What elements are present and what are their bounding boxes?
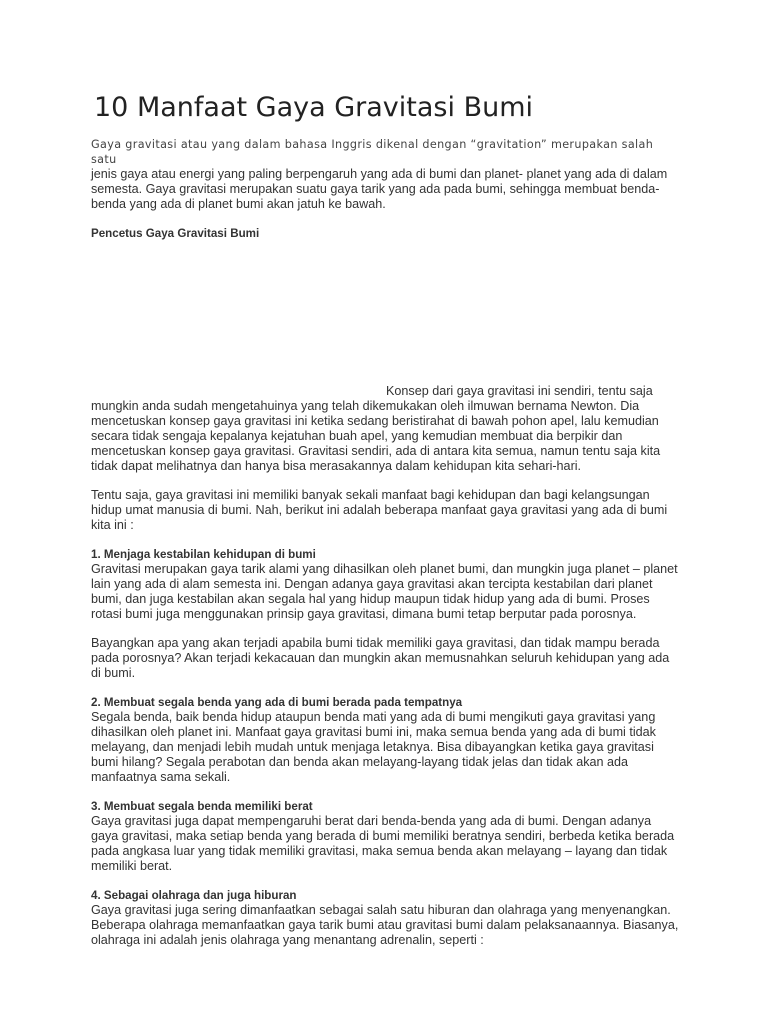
item-paragraph-2: Segala benda, baik benda hidup ataupun benda mati yang ada di bumi mengikuti gaya gravitasi yang dihasilkan oleh planet ini. Manfaat gaya gravitasi bumi ini, maka semua benda yang ada di bumi tidak melayang, dan menjadi lebih mudah untuk menjaga letaknya. Bisa dibayangkan ketika gaya gravitasi bumi hilang? Segala perabotan dan benda akan melayang-layang tidak jelas dan tidak akan ada manfaatnya sama sekali. bbox=[91, 710, 656, 784]
item-paragraph-1b: Bayangkan apa yang akan terjadi apabila bumi tidak memiliki gaya gravitasi, dan tidak mampu berada pada porosnya? Akan terjadi kekacauan dan mungkin akan memusnahkan seluruh kehidupan yang ada di bumi. bbox=[91, 636, 670, 680]
item-paragraph-3: Gaya gravitasi juga dapat mempengaruhi berat dari benda-benda yang ada di bumi. Dengan adanya gaya gravitasi, maka setiap benda yang berada di bumi memiliki beratnya sendiri, berbeda ketika berada pada angkasa luar yang tidak memiliki gravitasi, maka semua benda akan melayang – layang dan tidak memiliki berat. bbox=[91, 814, 675, 873]
intro-first-line: Gaya gravitasi atau yang dalam bahasa Inggris dikenal dengan “gravitation” merupakan salah satu bbox=[91, 138, 654, 166]
image-placeholder bbox=[91, 241, 681, 384]
item-paragraph-4: Gaya gravitasi juga sering dimanfaatkan sebagai salah satu hiburan dan olahraga yang menyenangkan. Beberapa olahraga memanfaatkan gaya tarik bumi atau gravitasi bumi dalam pelaksanaannya. Biasanya, olahraga ini adalah jenis olahraga yang menantang adrenalin, seperti : bbox=[91, 903, 679, 947]
intro-paragraph: jenis gaya atau energi yang paling berpengaruh yang ada di bumi dan planet- planet yang ada di dalam semesta. Gaya gravitasi merupakan suatu gaya tarik yang ada pada bumi, sehingga membuat benda-benda yang ada di planet bumi akan jatuh ke bawah. bbox=[91, 167, 668, 211]
item-heading-1: 1. Menjaga kestabilan kehidupan di bumi bbox=[91, 548, 316, 561]
item-heading-3: 3. Membuat segala benda memiliki berat bbox=[91, 800, 313, 813]
item-paragraph-1a: Gravitasi merupakan gaya tarik alami yang dihasilkan oleh planet bumi, dan mungkin juga planet – planet lain yang ada di alam semesta ini. Dengan adanya gaya gravitasi akan tercipta kestabilan dari planet bumi, dan juga kestabilan akan segala hal yang hidup maupun tidak hidup yang ada di bumi. Proses rotasi bumi juga menggunakan prinsip gaya gravitasi, dimana bumi tetap berputar pada porosnya. bbox=[91, 562, 678, 621]
manfaat-intro-paragraph: Tentu saja, gaya gravitasi ini memiliki banyak sekali manfaat bagi kehidupan dan bagi kelangsungan hidup umat manusia di bumi. Nah, berikut ini adalah beberapa manfaat gaya gravitasi yang ada di bumi kita ini : bbox=[91, 488, 668, 532]
section-heading-pencetus: Pencetus Gaya Gravitasi Bumi bbox=[91, 227, 260, 240]
pencetus-paragraph: Konsep dari gaya gravitasi ini sendiri, tentu saja mungkin anda sudah mengetahuinya yang telah dikemukakan oleh ilmuwan bernama Newton. Dia mencetuskan konsep gaya gravitasi ini ketika sedang beristirahat di bawah pohon apel, lalu kemudian secara tidak sengaja kepalanya kejatuhan buah apel, yang kemudian membuat dia berpikir dan mencetuskan konsep gaya gravitasi. Gravitasi sendiri, ada di antara kita semua, namun tentu saja kita tidak dapat melihatnya dan hanya bisa merasakannya dalam kehidupan kita sehari-hari. bbox=[91, 384, 661, 473]
page-title: 10 Manfaat Gaya Gravitasi Bumi bbox=[94, 92, 534, 123]
article-body bbox=[91, 137, 681, 948]
item-heading-2: 2. Membuat segala benda yang ada di bumi berada pada tempatnya bbox=[91, 696, 463, 709]
item-heading-4: 4. Sebagai olahraga dan juga hiburan bbox=[91, 889, 297, 902]
